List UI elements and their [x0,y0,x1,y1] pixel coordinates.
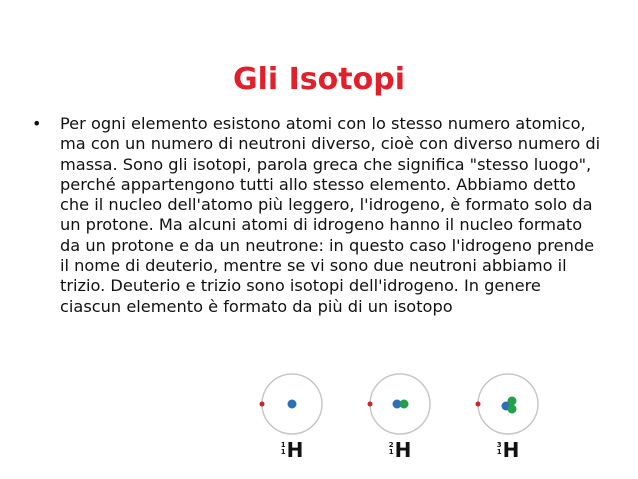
slide-title: Gli Isotopi [233,62,405,98]
neutron [508,397,517,406]
atomic-number: 1 [496,448,502,456]
neutron [508,405,517,414]
mass-number: 3 [496,441,502,449]
atomic-number: 1 [280,448,286,456]
electron [476,402,481,407]
isotope-numbers [281,442,286,456]
atom-deuterium-graphic [358,372,442,436]
bullet-dot: • [32,114,42,133]
bullet-list [30,114,606,317]
atom-tritium [466,372,550,472]
isotope-numbers [389,442,394,456]
neutron [400,400,409,409]
mass-number: 1 [280,441,286,449]
electron [260,402,265,407]
proton [288,400,297,409]
element-symbol: H [394,438,412,462]
isotope-numbers [497,442,502,456]
isotope-label [250,438,334,462]
element-symbol: H [286,438,304,462]
electron [368,402,373,407]
mass-number: 2 [388,441,394,449]
bullet-item [30,114,606,317]
isotope-label [466,438,550,462]
element-symbol: H [502,438,520,462]
atomic-number: 1 [388,448,394,456]
atom-protium-graphic [250,372,334,436]
atom-protium [250,372,334,472]
atom-deuterium [358,372,442,472]
isotope-diagram [250,372,550,472]
isotope-label [358,438,442,462]
atom-tritium-graphic [466,372,550,436]
bullet-text: Per ogni elemento esistono atomi con lo stesso numero atomico, ma con un numero di neutroni diverso, cioè con diverso numero di massa. Sono gli isotopi, parola greca che significa "stesso luogo", perché appartengono tutti allo stesso elemento. Abbiamo detto che il nucleo dell'atomo più leggero, l'idrogeno, è formato solo da un protone. Ma alcuni atomi di idrogeno hanno il nucleo formato da un protone e da un neutrone: in questo caso l'idrogeno prende il nome di deuterio, mentre se vi sono due neutroni abbiamo il trizio. Deuterio e trizio sono isotopi dell'idrogeno. In genere ciascun elemento è formato da più di un isotopo [60,114,601,316]
